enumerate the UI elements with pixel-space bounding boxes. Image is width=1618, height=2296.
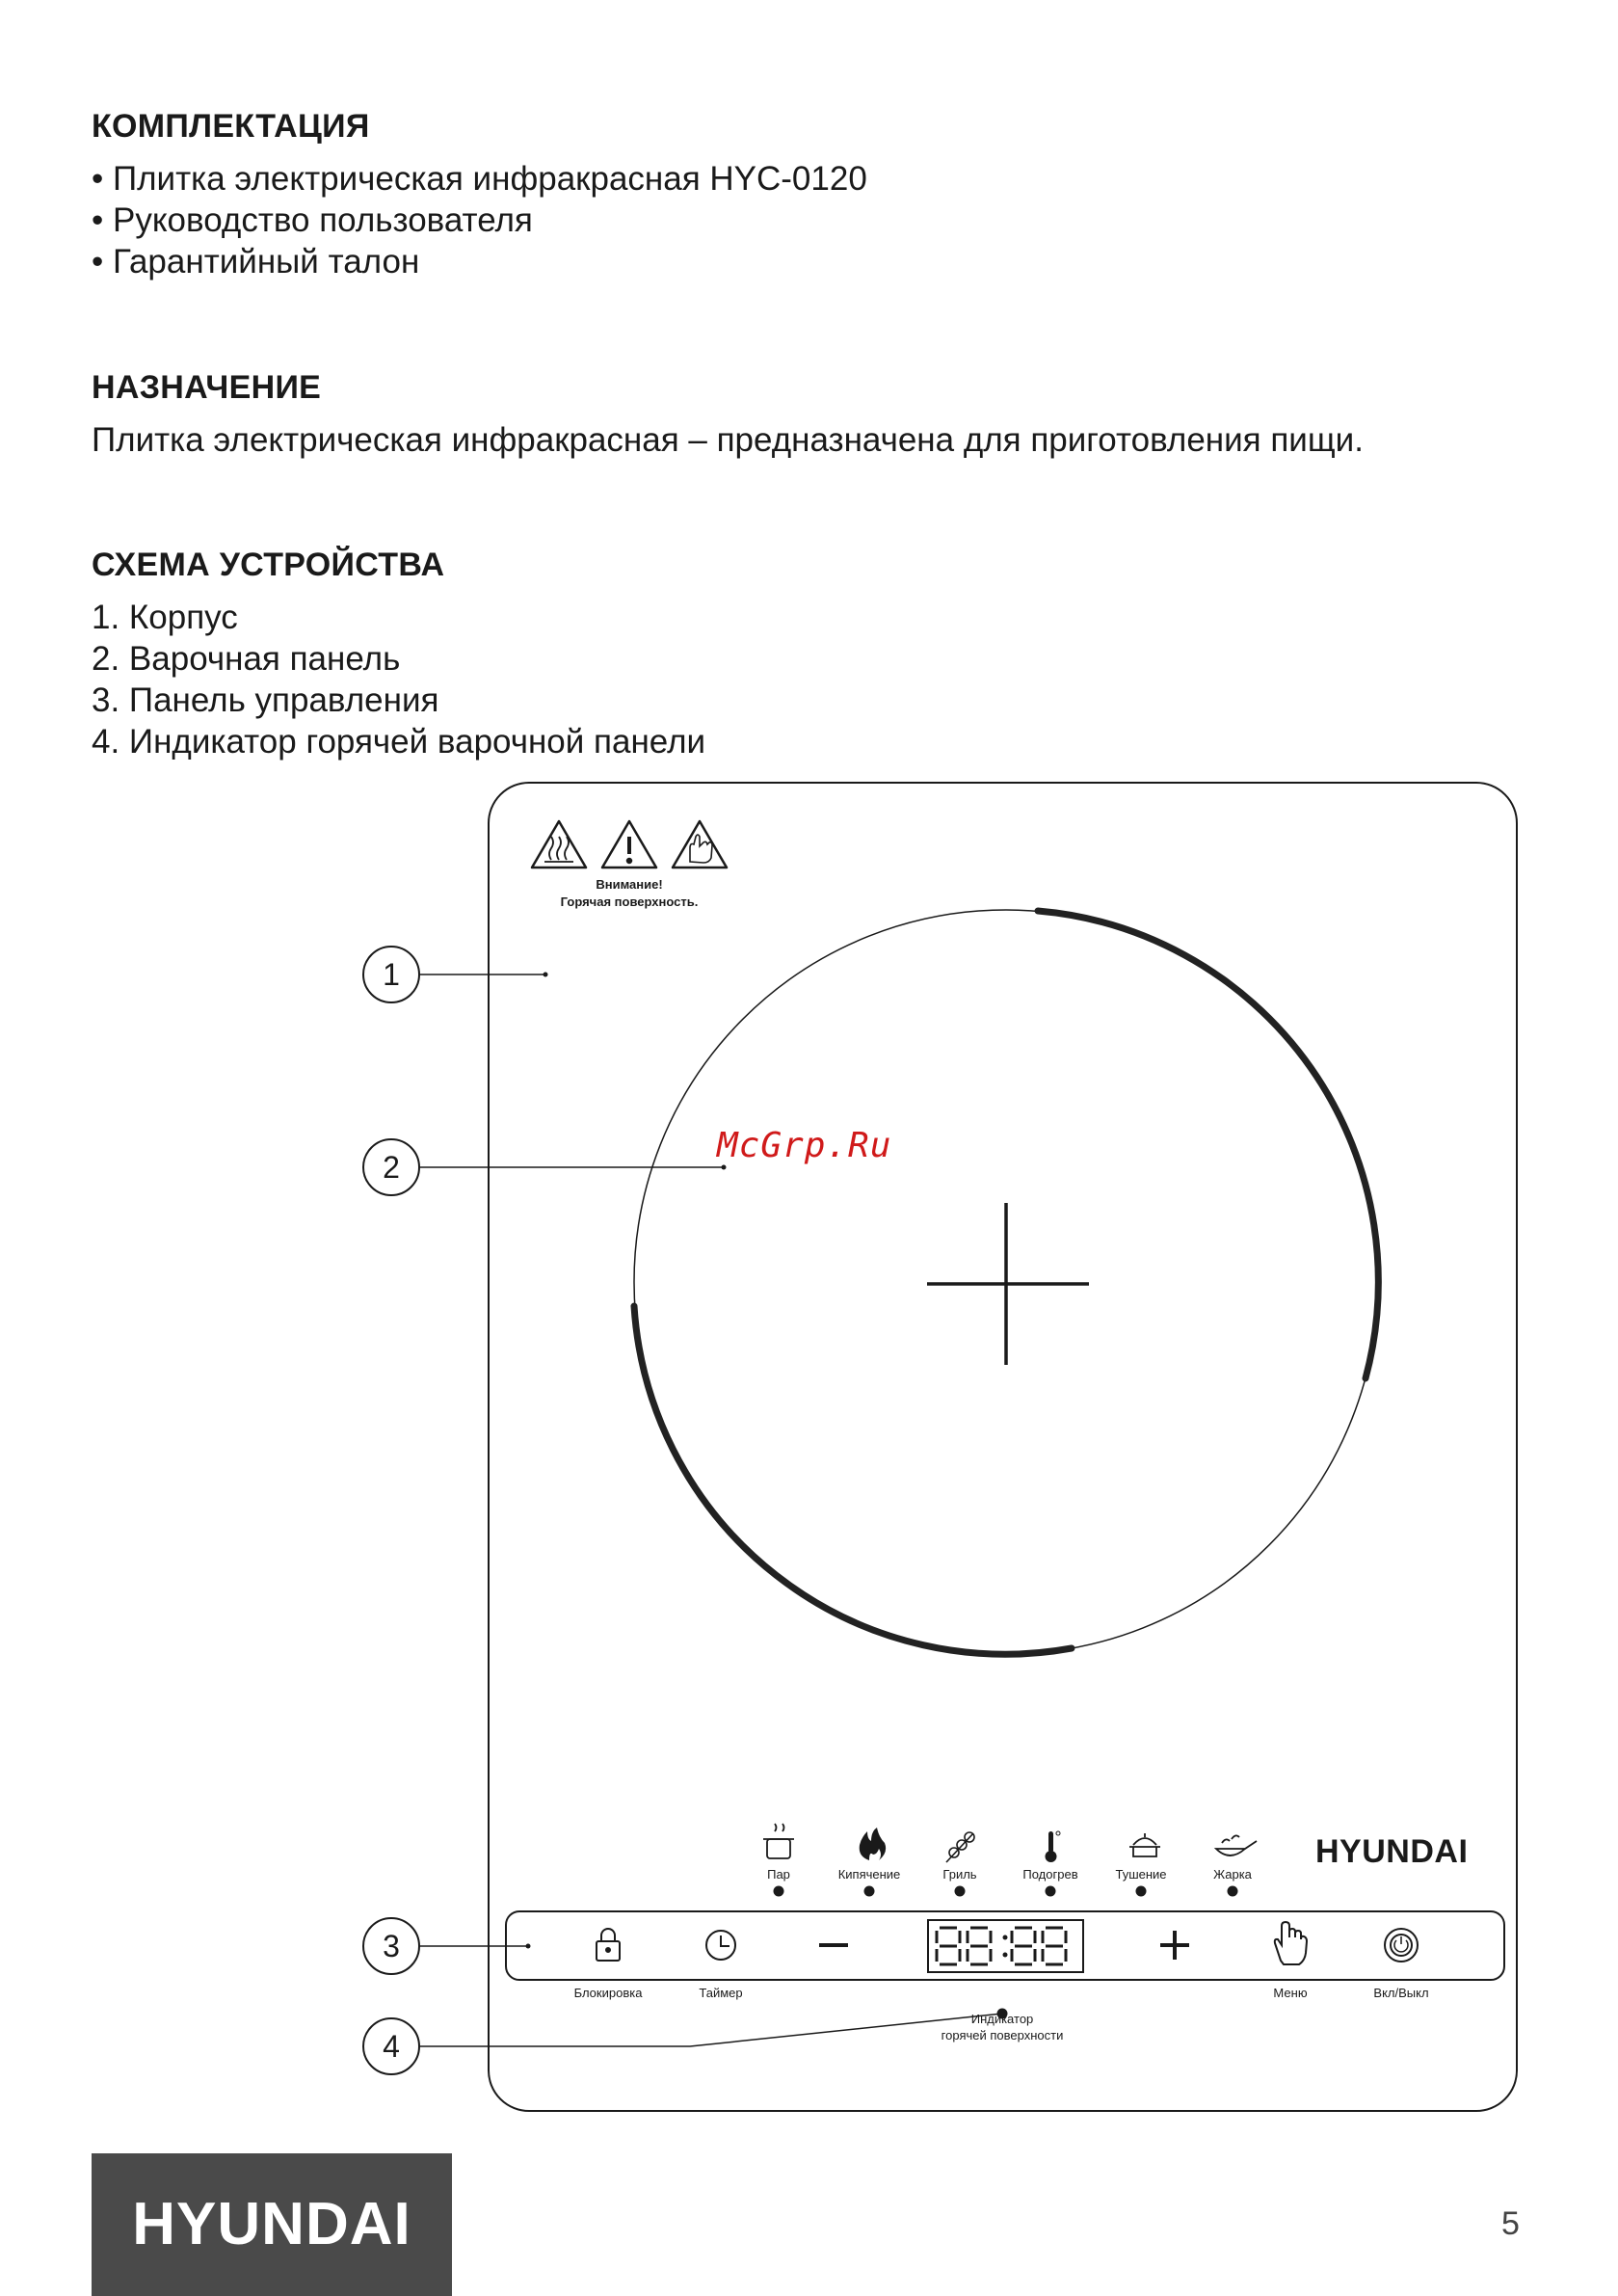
footer-brand-box (92, 2153, 452, 2296)
callout-1-number: 1 (383, 957, 400, 992)
mode-indicator-grill (955, 1886, 966, 1897)
warning-title: Внимание! (596, 877, 663, 892)
power-icon (1385, 1929, 1418, 1962)
scheme-item: 4. Индикатор горячей варочной панели (92, 723, 706, 761)
lock-icon (597, 1929, 620, 1961)
callout-3-number: 3 (383, 1929, 400, 1963)
display-segments (937, 1928, 1066, 1964)
clock-icon (706, 1931, 735, 1960)
exclamation-icon (602, 821, 656, 868)
contents-heading: КОМПЛЕКТАЦИЯ (92, 108, 370, 145)
hot-surface-icon (532, 821, 586, 868)
panel-brand-logo: HYUNDAI (1315, 1833, 1469, 1870)
hot-indicator-label: Индикатор (970, 2012, 1034, 2026)
grill-skewer-icon (946, 1832, 974, 1862)
flame-icon (860, 1828, 886, 1860)
contents-item: • Руководство пользователя (92, 201, 533, 239)
mode-indicator-heat (1046, 1886, 1056, 1897)
cooking-zone-arc (1038, 911, 1378, 1378)
purpose-text: Плитка электрическая инфракрасная – предназначена для приготовления пищи. (92, 421, 1364, 459)
control-panel (506, 1911, 1504, 1980)
scheme-heading: СХЕМА УСТРОЙСТВА (92, 547, 445, 583)
mode-label-fry: Жарка (1213, 1867, 1252, 1882)
frying-pan-icon (1216, 1835, 1257, 1855)
steam-pot-icon (763, 1824, 794, 1858)
watermark: McGrp.Ru (717, 1126, 892, 1165)
mode-indicator-boil (864, 1886, 875, 1897)
lock-label: Блокировка (573, 1986, 643, 2000)
stewing-pot-icon (1129, 1833, 1160, 1856)
mode-label-grill: Гриль (942, 1867, 977, 1882)
warning-subtitle: Горячая поверхность. (560, 894, 699, 909)
callout-4-number: 4 (383, 2029, 400, 2064)
menu-label: Меню (1273, 1986, 1308, 2000)
power-label: Вкл/Выкл (1373, 1986, 1429, 2000)
purpose-heading: НАЗНАЧЕНИЕ (92, 369, 322, 406)
mode-label-boil: Кипячение (837, 1867, 901, 1882)
mode-label-steam: Пар (767, 1867, 790, 1882)
callout-2-number: 2 (383, 1150, 400, 1185)
scheme-item: 2. Варочная панель (92, 640, 401, 678)
no-touch-icon (673, 821, 727, 868)
footer-brand-logo: HYUNDAI (132, 2191, 411, 2257)
callout-4-leader (419, 2014, 1002, 2046)
mode-indicator-fry (1228, 1886, 1238, 1897)
timer-label: Таймер (699, 1986, 743, 2000)
thermometer-icon (1046, 1831, 1061, 1862)
scheme-item: 1. Корпус (92, 599, 238, 636)
hand-touch-icon (1275, 1922, 1307, 1964)
page-number: 5 (1501, 2205, 1520, 2242)
mode-label-stew: Тушение (1115, 1867, 1167, 1882)
mode-label-heat: Подогрев (1022, 1867, 1078, 1882)
contents-item: • Плитка электрическая инфракрасная HYC-0120 (92, 160, 867, 198)
scheme-item: 3. Панель управления (92, 681, 439, 719)
hot-indicator-label: горячей поверхности (941, 2028, 1064, 2042)
mode-indicator-steam (774, 1886, 784, 1897)
mode-indicator-stew (1136, 1886, 1147, 1897)
contents-item: • Гарантийный талон (92, 243, 420, 280)
